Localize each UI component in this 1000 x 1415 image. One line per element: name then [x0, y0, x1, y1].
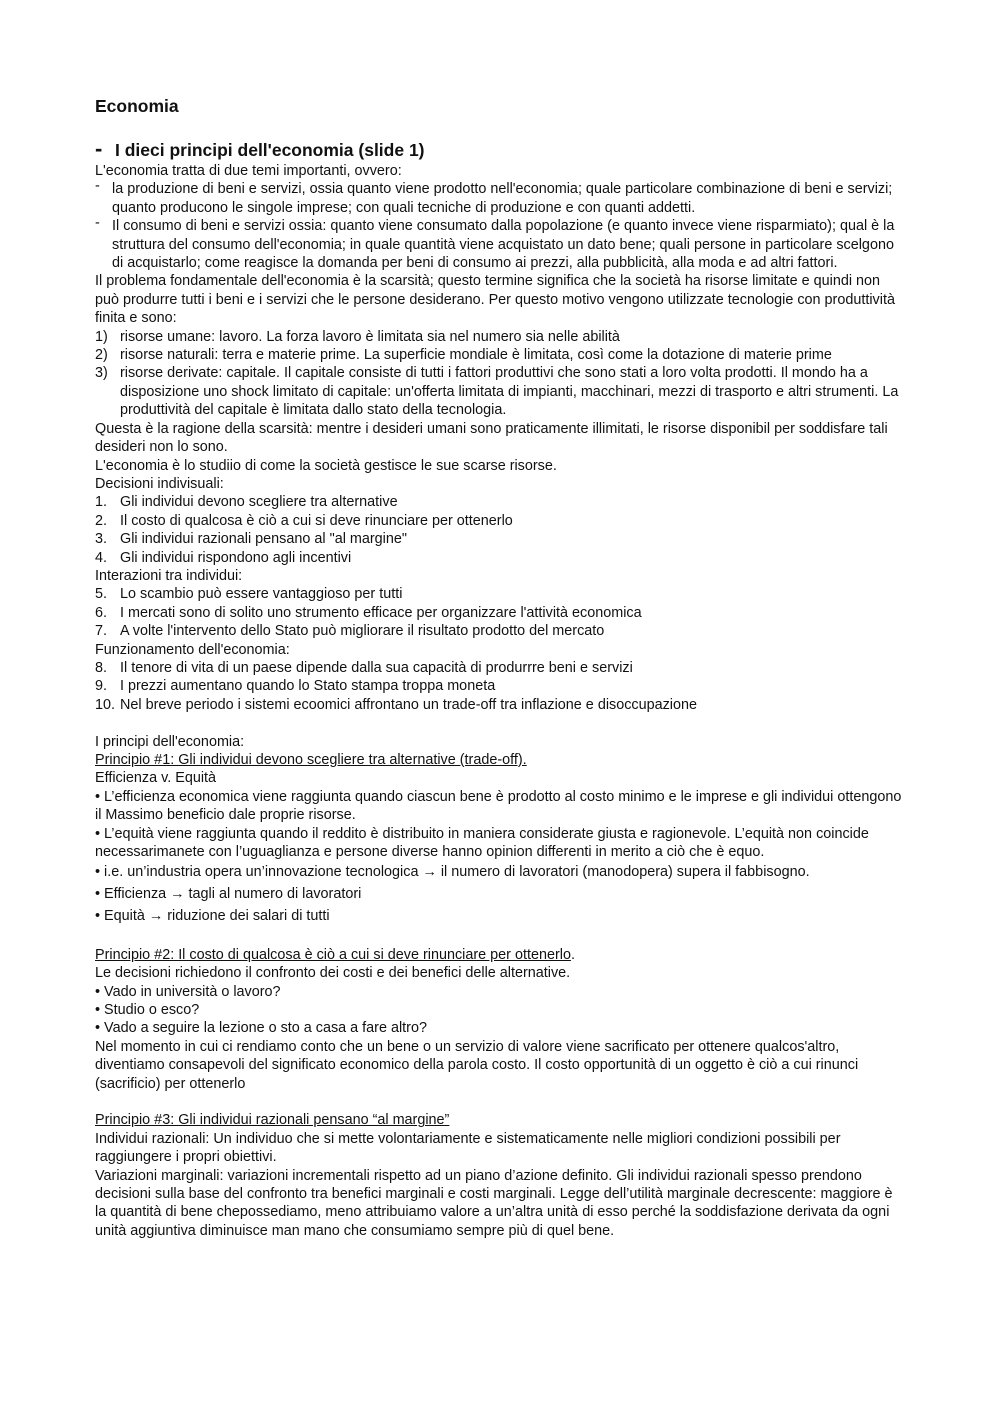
- group-heading: Decisioni indivisuali:: [95, 475, 224, 492]
- principle-2-heading: Principio #2: Il costo di qualcosa è ciò a cui si deve rinunciare per ottenerlo: [95, 946, 571, 963]
- spacer: [95, 1093, 905, 1111]
- list-item: [95, 530, 905, 548]
- list-item-text: I prezzi aumentano quando lo Stato stampa troppa moneta: [120, 678, 496, 695]
- list-item-text: Il costo di qualcosa è ciò a cui si deve rinunciare per ottenerlo: [120, 512, 513, 529]
- list-item: [95, 696, 905, 714]
- paragraph: Individui razionali: Un individuo che si mette volontariamente e sistematicamente nelle migliori condizioni possibili per raggiungere i propri obiettivi.: [95, 1130, 841, 1166]
- list-item-text: Il tenore di vita di un paese dipende dalla sua capacità di produrrre beni e servizi: [120, 659, 633, 676]
- principle-3-heading: Principio #3: Gli individui razionali pensano “al margine”: [95, 1112, 450, 1129]
- definition-paragraph: L'economia è lo studiio di come la società gestisce le sue scarse risorse.: [95, 457, 557, 474]
- scarcity-paragraph: Il problema fondamentale dell'economia è la scarsità; questo termine significa che la società ha risorse limitate e quindi non può produrre tutti i beni e i servizi che le persone desiderano. Per questo motivo vengono utilizzate tecnologie con produttività finita e sono:: [95, 273, 895, 327]
- list-item: [95, 346, 905, 364]
- list-number: 5.: [95, 586, 108, 603]
- bullet-line: • i.e. un’industria opera un’innovazione tecnologica → il numero di lavoratori (manodopera) supera il fabbisogno.: [95, 864, 810, 881]
- list-number: 1.: [95, 494, 108, 511]
- reason-paragraph: Questa è la ragione della scarsità: mentre i desideri umani sono praticamente illimitati, le risorse disponibil per soddisfare tali desideri non lo sono.: [95, 420, 888, 456]
- list-item: [95, 493, 905, 511]
- spacer: [95, 714, 905, 732]
- section-title-text: I dieci principi dell'economia (slide 1): [115, 140, 425, 160]
- spacer: [95, 927, 905, 945]
- list-item-text: Gli individui razionali pensano al "al margine": [120, 531, 407, 548]
- bullet-line: • Efficienza → tagli al numero di lavoratori: [95, 886, 362, 903]
- list-number: 2.: [95, 512, 108, 529]
- bullet-line: • L’efficienza economica viene raggiunta quando ciascun bene è prodotto al costo minimo e le imprese e gli individui ottengono il Massimo beneficio dale proprie risorse.: [95, 788, 902, 824]
- bullet-line: • Studio o esco?: [95, 1002, 200, 1019]
- section-dash: -: [95, 136, 103, 161]
- list-item: [95, 364, 905, 419]
- bullet-line: • Vado in università o lavoro?: [95, 983, 281, 1000]
- list-item: [95, 604, 905, 622]
- list-number: 9.: [95, 678, 108, 695]
- list-number: 7.: [95, 623, 108, 640]
- list-item-text: risorse naturali: terra e materie prime. La superficie mondiale è limitata, così come la dotazione di materie prime: [120, 347, 832, 364]
- list-item-text: risorse umane: lavoro. La forza lavoro è limitata sia nel numero sia nelle abilità: [120, 328, 620, 345]
- list-item-text: Il consumo di beni e servizi ossia: quanto viene consumato dalla popolazione (e quanto invece viene risparmiato); qual è la struttura del consumo dell'economia; in quale quantità viene acquistato un dato bene; quali persone in particolare scelgono di acquistarlo; come reagisce la domanda per beni di consumo ai prezzi, alla pubblicità, alla moda e ad altri fattori.: [112, 218, 895, 272]
- list-item-text: la produzione di beni e servizi, ossia quanto viene prodotto nell'economia; quale particolare combinazione di beni e servizi; quanto producono le singole imprese; con quali tecniche di produzione e con quanti addetti.: [112, 181, 893, 216]
- principle-2-heading-suffix: .: [570, 946, 575, 963]
- document-body: [95, 94, 905, 1240]
- list-number: 10.: [95, 696, 116, 713]
- list-item: [95, 549, 905, 567]
- list-number: 3): [95, 365, 108, 382]
- list-item: [95, 622, 905, 640]
- principle-2-heading-line: [95, 946, 905, 964]
- principle-1-subheading: Efficienza v. Equità: [95, 770, 217, 787]
- document-title: Economia: [95, 96, 179, 116]
- group-heading: Funzionamento dell'economia:: [95, 641, 290, 658]
- list-item-text: risorse derivate: capitale. Il capitale consiste di tutti i fattori produttivi che sono stati a loro volta prodotti. Il mondo ha a disposizione uno shock limitato di capitale: un'offerta limitata di impianti, macchinari, mezzi di trasporto e altri strumenti. La produttività del capitale è limitata dallo stato della tecnologia.: [120, 365, 899, 419]
- dash-marker: -: [95, 215, 100, 232]
- paragraph: Nel momento in cui ci rendiamo conto che un bene o un servizio di valore viene sacrificato per ottenere qualcos'altro, diventiamo consapevoli del significato economico della parola costo. Il costo opportunità di un oggetto è ciò a cui rinunci (sacrificio) per ottenerlo: [95, 1038, 859, 1092]
- list-number: 6.: [95, 604, 108, 621]
- list-item: [95, 217, 905, 272]
- bullet-line: • Vado a seguire la lezione o sto a casa a fare altro?: [95, 1020, 427, 1037]
- list-number: 8.: [95, 659, 108, 676]
- dash-marker: -: [95, 178, 100, 195]
- bullet-line: • L’equità viene raggiunta quando il reddito è distribuito in maniera considerate giusta e ragionevole. L’equità non coincide necessarimanete con l’uguaglianza e persone diverse hanno opinion differenti in merito a ciò che è equo.: [95, 825, 869, 861]
- list-item-text: I mercati sono di solito uno strumento efficace per organizzare l'attività economica: [120, 604, 642, 621]
- list-item: [95, 677, 905, 695]
- group-heading: Interazioni tra individui:: [95, 567, 243, 584]
- paragraph: Variazioni marginali: variazioni incrementali rispetto ad un piano d’azione definito. Gli individui razionali spesso prendono decisioni sulla base del confronto tra benefici marginali e costi marginali. Legge dell’utilità marginale decrescente: maggiore è la quantità di bene chepossediamo, meno attribuiamo valore a un’altra unità di esso perché la soddisfazione derivata da ogni unità aggiuntiva diminuisce man mano che consumiamo sempre più di quel bene.: [95, 1167, 893, 1239]
- list-number: 4.: [95, 549, 108, 566]
- list-item: [95, 659, 905, 677]
- list-number: 1): [95, 328, 108, 345]
- bullet-line: • Equità → riduzione dei salari di tutti: [95, 908, 330, 925]
- list-item: [95, 512, 905, 530]
- list-item-text: Nel breve periodo i sistemi ecoomici affrontano un trade-off tra inflazione e disoccupazione: [120, 696, 698, 713]
- list-item-text: Gli individui devono scegliere tra alternative: [120, 494, 398, 511]
- list-item: [95, 585, 905, 603]
- list-item-text: Lo scambio può essere vantaggioso per tutti: [120, 586, 403, 603]
- intro-text: L'economia tratta di due temi importanti, ovvero:: [95, 163, 402, 179]
- list-number: 3.: [95, 531, 108, 548]
- list-item: [95, 180, 905, 217]
- section-heading: [95, 137, 905, 162]
- principles-intro: I principi dell'economia:: [95, 733, 245, 750]
- principle-1-heading: Principio #1: Gli individui devono scegliere tra alternative (trade-off).: [95, 751, 527, 768]
- list-item-text: Gli individui rispondono agli incentivi: [120, 549, 352, 566]
- list-number: 2): [95, 347, 108, 364]
- paragraph: Le decisioni richiedono il confronto dei costi e dei benefici delle alternative.: [95, 965, 571, 982]
- list-item-text: A volte l'intervento dello Stato può migliorare il risultato prodotto del mercato: [120, 623, 605, 640]
- list-item: [95, 328, 905, 346]
